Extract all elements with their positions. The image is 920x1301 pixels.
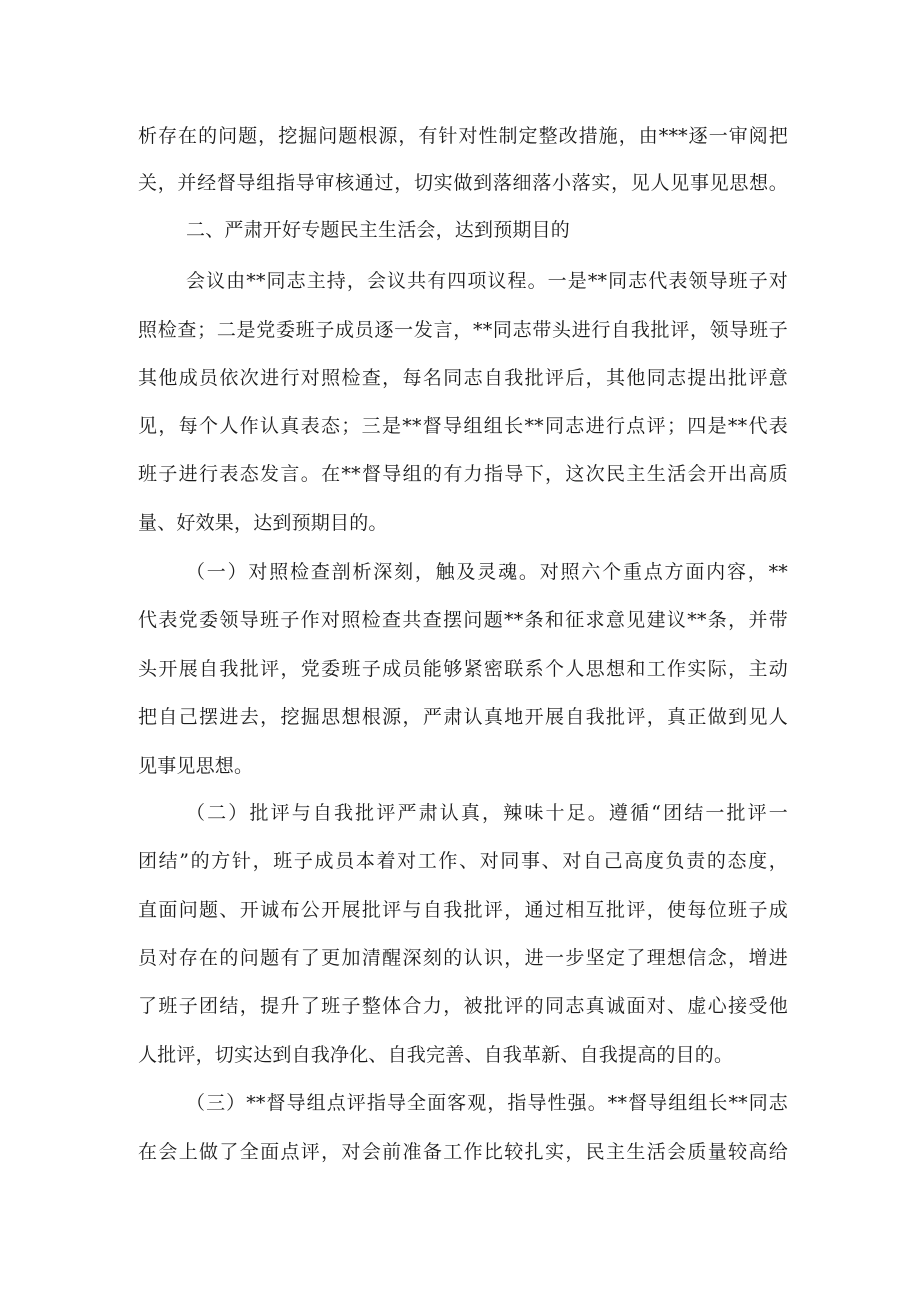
paragraph-line: 其他成员依次进行对照检查，每名同志自我批评后，其他同志提出批评意 (138, 367, 788, 389)
paragraph-line: 见事见思想。 (138, 755, 254, 777)
paragraph-line: 照检查；二是党委班子成员逐一发言，**同志带头进行自我批评，领导班子 (138, 319, 788, 341)
paragraph-line: 直面问题、开诚布公开展批评与自我批评，通过相互批评，使每位班子成 (138, 899, 788, 921)
paragraph-line: 头开展自我批评，党委班子成员能够紧密联系个人思想和工作实际，主动 (138, 658, 788, 680)
paragraph-line: 了班子团结，提升了班子整体合力，被批评的同志真诚面对、虚心接受他 (138, 995, 788, 1017)
paragraph-line: 见，每个人作认真表态；三是**督导组组长**同志进行点评；四是**代表 (138, 415, 788, 437)
paragraph-line: 人批评，切实达到自我净化、自我完善、自我革新、自我提高的目的。 (138, 1044, 734, 1066)
paragraph-line: 把自己摆进去，挖掘思想根源，严肃认真地开展自我批评，真正做到见人 (138, 706, 788, 728)
paragraph-line: （二）批评与自我批评严肃认真，辣味十足。遵循“团结一批评一 (186, 802, 788, 824)
paragraph-line: 量、好效果，达到预期目的。 (138, 512, 388, 534)
paragraph-line: 班子进行表态发言。在**督导组的有力指导下，这次民主生活会开出高质 (138, 463, 788, 485)
section-heading: 二、严肃开好专题民主生活会，达到预期目的 (186, 219, 571, 241)
paragraph-line: 关，并经督导组指导审核通过，切实做到落细落小落实，见人见事见思想。 (138, 172, 788, 194)
paragraph-line: 员对存在的问题有了更加清醒深刻的认识，进一步坚定了理想信念，增进 (138, 947, 788, 969)
paragraph-line: 团结”的方针，班子成员本着对工作、对同事、对自己高度负责的态度， (138, 850, 788, 872)
paragraph-line: 代表党委领导班子作对照检查共查摆问题**条和征求意见建议**条，并带 (138, 609, 788, 631)
paragraph-line: （一）对照检查剖析深刻，触及灵魂。对照六个重点方面内容，** (186, 561, 788, 583)
paragraph-line: 析存在的问题，挖掘问题根源，有针对性制定整改措施，由***逐一审阅把 (138, 125, 788, 147)
paragraph-line: 会议由**同志主持，会议共有四项议程。一是**同志代表领导班子对 (186, 270, 788, 292)
paragraph-line: 在会上做了全面点评，对会前准备工作比较扎实，民主生活会质量较高给 (138, 1141, 788, 1163)
paragraph-line: （三）**督导组点评指导全面客观，指导性强。**督导组组长**同志 (186, 1092, 788, 1114)
